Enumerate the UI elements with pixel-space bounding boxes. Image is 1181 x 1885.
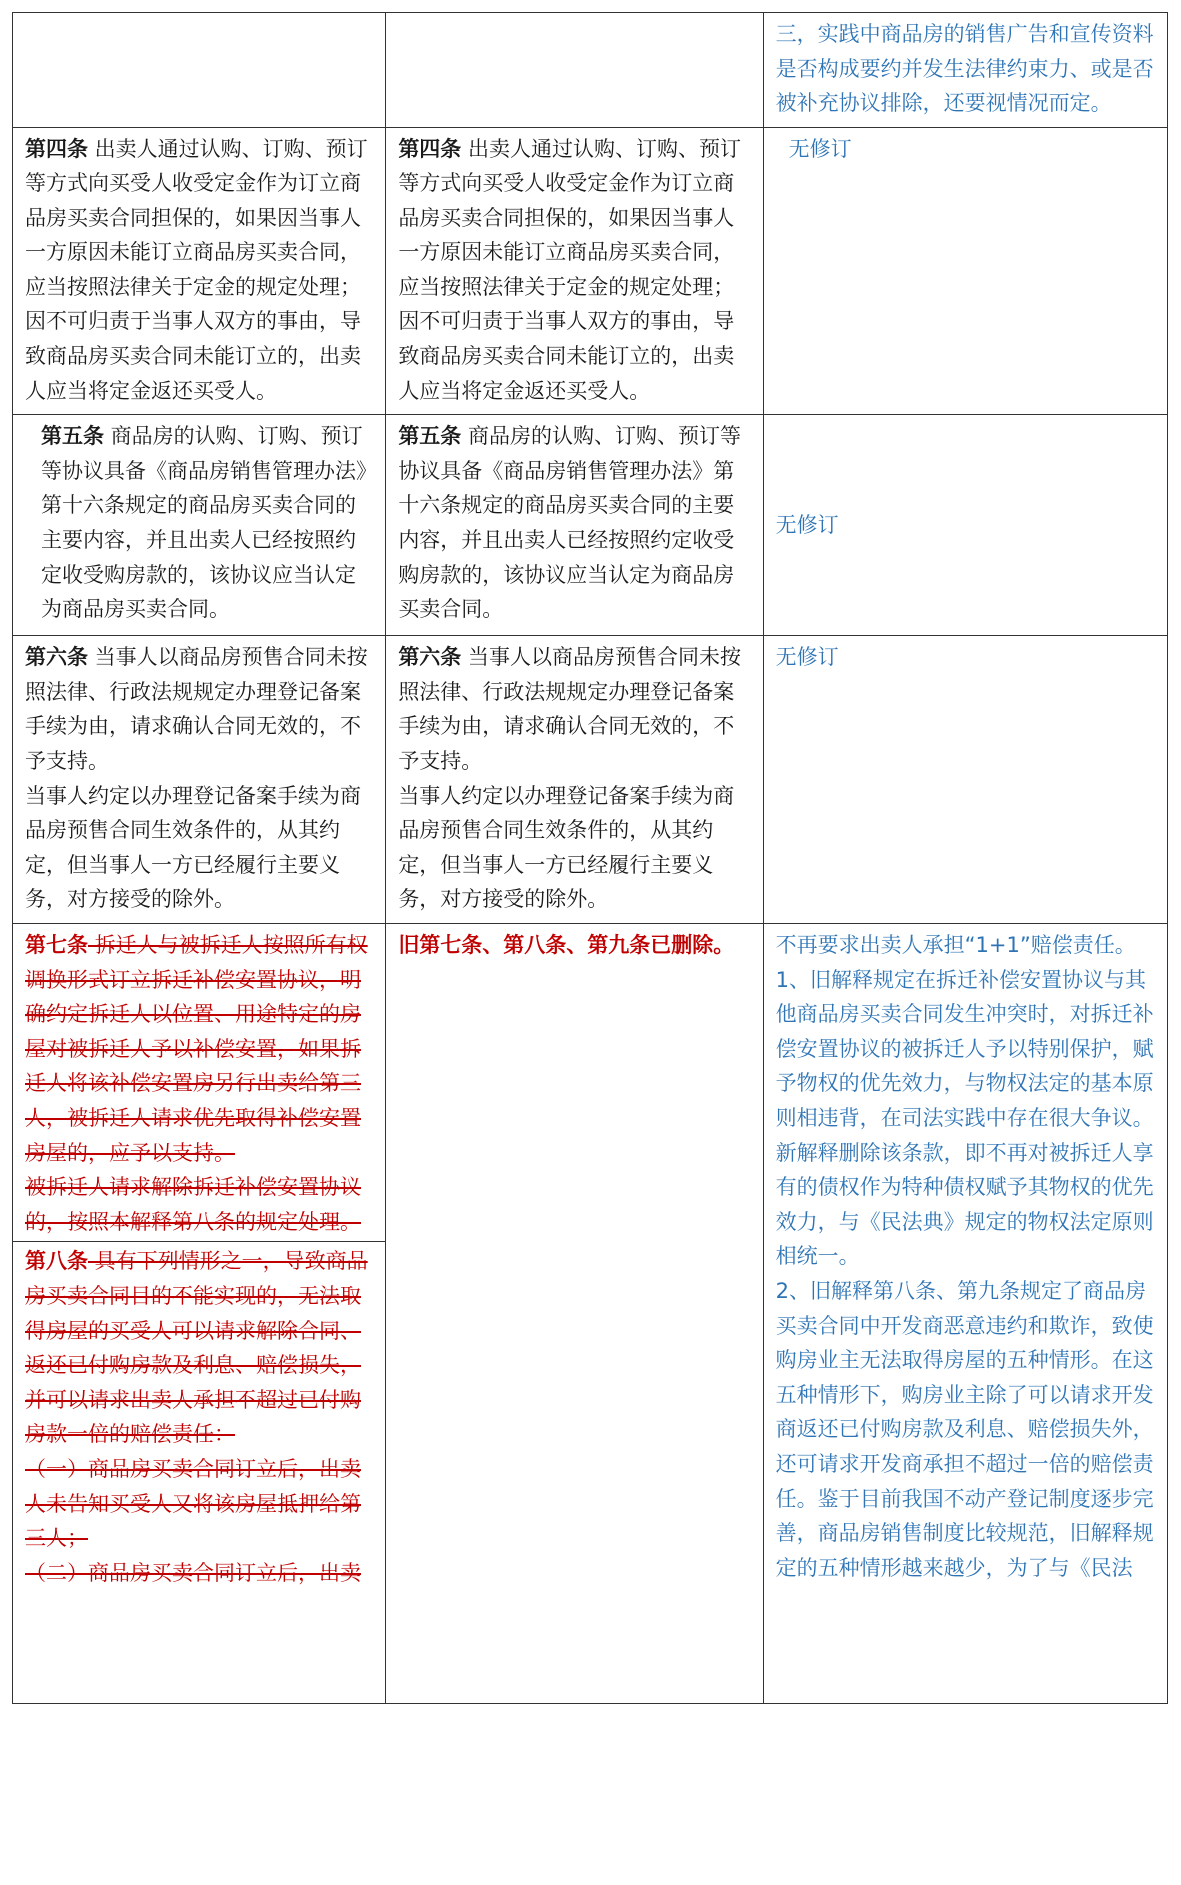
- table-row: [13, 636, 1168, 924]
- note-text: 无修订: [788, 136, 852, 161]
- article-body: 商品房的认购、订购、预订等协议具备《商品房销售管理办法》第十六条规定的商品房买卖合同的主要内容，并且出卖人已经按照约定收受购房款的，该协议应当认定为商品房买卖合同。: [398, 424, 741, 622]
- article-title: 第五条: [41, 424, 104, 449]
- article-body: 出卖人通过认购、订购、预订等方式向买受人收受定金作为订立商品房买卖合同担保的，如果因当事人一方原因未能订立商品房买卖合同，应当按照法律关于定金的规定处理；因不可归责于当事人双方的事由，导致商品房买卖合同未能订立的，出卖人应当将定金返还买受人。: [398, 136, 741, 403]
- note-text: 三，实践中商品房的销售广告和宣传资料是否构成要约并发生法律约束力、或是否被补充协议排除，还要视情况而定。: [775, 22, 1154, 115]
- new-text-cell: [386, 415, 763, 636]
- note-cell: [763, 127, 1167, 415]
- article-title: 第四条: [398, 136, 462, 161]
- table-row: [13, 13, 1168, 128]
- comparison-table: [12, 12, 1168, 1704]
- old-text-cell: [13, 415, 386, 636]
- note-cell: [763, 415, 1167, 636]
- deleted-text: 具有下列情形之一，导致商品房买卖合同目的不能实现的，无法取得房屋的买受人可以请求解除合同、返还已付购房款及利息、赔偿损失，并可以请求出卖人承担不超过已付购房款一倍的赔偿责任：: [25, 1249, 368, 1447]
- article-title: 第四条: [25, 136, 88, 161]
- deleted-text: 拆迁人与被拆迁人按照所有权调换形式订立拆迁补偿安置协议，明确约定拆迁人以位置、用途特定的房屋对被拆迁人予以补偿安置，如果拆迁人将该补偿安置房另行出卖给第三人，被拆迁人请求优先取得补偿安置房屋的，应予以支持。: [25, 933, 368, 1165]
- note-cell: [763, 924, 1167, 1704]
- deleted-articles: [13, 924, 385, 1596]
- note-cell: [763, 13, 1167, 128]
- deleted-notice: 旧第七条、第八条、第九条已删除。: [398, 933, 735, 957]
- article-title: 第五条: [398, 424, 462, 449]
- note-text: 2、旧解释第八条、第九条规定了商品房买卖合同中开发商恶意违约和欺诈，致使购房业主无法取得房屋的五种情形。在这五种情形下，购房业主除了可以请求开发商返还已付购房款及利息、赔偿损失外，还可请求开发商承担不超过一倍的赔偿责任。鉴于目前我国不动产登记制度逐步完善，商品房销售制度比较规范，旧解释规定的五种情形越来越少，为了与《民法: [775, 1278, 1154, 1580]
- article-title: 第六条: [398, 645, 462, 670]
- note-text: 1、旧解释规定在拆迁补偿安置协议与其他商品房买卖合同发生冲突时，对拆迁补偿安置协议的被拆迁人予以特别保护，赋予物权的优先效力，与物权法定的基本原则相违背，在司法实践中存在很大争议。新解释删除该条款，即不再对被拆迁人享有的债权作为特种债权赋予其物权的优先效力，与《民法典》规定的物权法定原则相统一。: [775, 967, 1154, 1269]
- note-text: 无修订: [775, 512, 839, 537]
- article-title: 第六条: [25, 645, 88, 670]
- deleted-text: （二）商品房买卖合同订立后，出卖: [25, 1560, 361, 1585]
- article-title: 第七条: [25, 933, 88, 957]
- deleted-text: （一）商品房买卖合同订立后，出卖人未告知买受人又将该房屋抵押给第三人；: [25, 1456, 361, 1551]
- table-row: [13, 924, 1168, 1704]
- table-row: [13, 415, 1168, 636]
- article-body: 商品房的认购、订购、预订等协议具备《商品房销售管理办法》第十六条规定的商品房买卖合同的主要内容，并且出卖人已经按照约定收受购房款的，该协议应当认定为商品房买卖合同。: [41, 424, 367, 622]
- article-body: 出卖人通过认购、订购、预订等方式向买受人收受定金作为订立商品房买卖合同担保的，如果因当事人一方原因未能订立商品房买卖合同，应当按照法律关于定金的规定处理；因不可归责于当事人双方的事由，导致商品房买卖合同未能订立的，出卖人应当将定金返还买受人。: [25, 136, 368, 403]
- deleted-text: 被拆迁人请求解除拆迁补偿安置协议的，按照本解释第八条的规定处理。: [25, 1175, 361, 1234]
- old-text-cell: [13, 924, 386, 1704]
- article-body: 当事人以商品房预售合同未按照法律、行政法规规定办理登记备案手续为由，请求确认合同无效的，不予支持。: [25, 645, 368, 774]
- new-text-cell: [386, 13, 763, 128]
- article-body: 当事人约定以办理登记备案手续为商品房预售合同生效条件的，从其约定，但当事人一方已经履行主要义务，对方接受的除外。: [398, 783, 735, 912]
- note-text: 不再要求出卖人承担“1+1”赔偿责任。: [775, 933, 1136, 957]
- new-text-cell: [386, 924, 763, 1704]
- note-cell: [763, 636, 1167, 924]
- old-text-cell: [13, 636, 386, 924]
- old-text-cell: [13, 127, 386, 415]
- new-text-cell: [386, 636, 763, 924]
- article-title: 第八条: [25, 1249, 88, 1274]
- article-body: 当事人约定以办理登记备案手续为商品房预售合同生效条件的，从其约定，但当事人一方已经履行主要义务，对方接受的除外。: [25, 783, 361, 912]
- note-text: 无修订: [775, 645, 839, 670]
- table-row: [13, 127, 1168, 415]
- new-text-cell: [386, 127, 763, 415]
- old-text-cell: [13, 13, 386, 128]
- article-body: 当事人以商品房预售合同未按照法律、行政法规规定办理登记备案手续为由，请求确认合同无效的，不予支持。: [398, 645, 741, 774]
